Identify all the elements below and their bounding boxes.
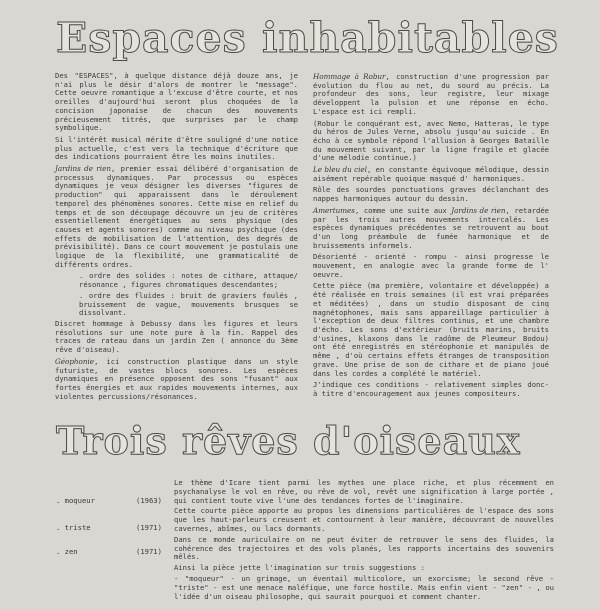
paragraph: Amertumes, comme une suite aux Jardins de rien, retardée par les trois autres mouvements intercalés. Les espèces dynamiques précédentes se retrouvent au bout d'un long préambule de fumée harmonique et de bruissements informels. [313, 205, 549, 250]
oiseaux-text [174, 479, 554, 603]
paragraph: Cette pièce (ma première, volontaire et développée) a été réalisée en trois semaines (il est vrai préparées et méditées) , dans un studio disposant de cinq magnétophones, mais sans appareillage particulier à l'exception de deux filtres continus, et une chambre d'écho. Les sons d'extérieur (bruits marins, bruits d'usines, klaxons dans le radôme de Pleumeur Bodou) ont été enregistrés en stéréophonie et manipulés de même , d'où certains effets étranges de transposition grave. Une prise de son de cithare et de piano joué dans les cordes a complété le matériel. [313, 281, 549, 378]
paragraph: Si l'intérêt musical mérite d'être souligné d'une notice plus actuelle, c'est vers la technique d'écriture que des indications pourraient être les moins inutiles. [55, 134, 298, 162]
paragraph: Désorienté - orienté - rompu - ainsi progresse le mouvement, en analogie avec la grande forme de l' oeuvre. [313, 252, 549, 279]
work-title: Géophonie [55, 356, 95, 366]
paragraph: Le thème d'Icare tient parmi les mythes une place riche, et plus récemment en psychanalyse le vol en rêve, ou rêve de vol, revêt une signification à large portée , qui contient toute vive l'une des tendances fortes de l'imaginaire. [174, 478, 554, 505]
paragraph: Jardins de rien, premier essai délibéré d'organisation de processus dynamiques. Par processus ou espèces dynamiques je veux désigner les diverses "figures de production" qui apparaissent dans le déroulement temporel des phénomènes sonores. Cette mise en relief du temps et de son découpage découvre un jeu de critères essentiellement énergétiques au sens physique (des causes et agents sonores) comme au niveau psychique (des effets de mobilisation de l'attention, des degrés de prévisibilité). Dans ce court mouvement je postulais une logique de la flexibilité, une grammaticalité de différents ordres. [55, 164, 298, 269]
paragraph: Des "ESPACES", à quelque distance déjà douze ans, je n'ai plus le désir d'alors de montrer le "message". Cette oeuvre romantique a l'excuse d'être courte, et nos oreilles d'aujourd'hui seront plus choquées de la concision japonaise de chacun des mouvements précieusement titrés, que surprises par le champ symbolique. [55, 71, 298, 133]
paragraph: Rôle des sourdes ponctuations graves déclanchant des nappes harmoniques autour du dessin. [313, 185, 549, 204]
work-title: Hommage à Robur [313, 72, 386, 81]
left-column [55, 72, 298, 404]
paragraph: Discret hommage à Debussy dans les figures et leurs résolutions sur une note pure à la fin. Rappel des traces de rateau dans un jardin Zen ( annonce du 3ème rêve d'oiseau). [55, 318, 298, 355]
work-title: Amertumes [313, 205, 355, 215]
work-title: Le bleu du ciel [313, 165, 367, 175]
paragraph: Ainsi la pièce jette l'imagination sur trois suggestions : [174, 563, 425, 573]
paragraph: J'indique ces conditions - relativement simples donc- à titre d'encouragement aux jeunes compositeurs. [313, 380, 549, 398]
work-item: . triste (1971) [56, 523, 162, 532]
work-title: Jardins de rien [55, 164, 111, 174]
list-item: . ordre des fluides : bruit de graviers foulés , bruissement de vague, mouvements brusques se dissolvant. [79, 290, 298, 318]
paragraph: Géophonie, ici construction plastique dans un style futuriste, de vastes blocs sonores. Les espèces dynamiques en présence opposent des sons "fusant" aux fortes énergies et aux rapides mouvements internes, aux violentes percussions/résonances. [55, 356, 298, 401]
paragraph: - "moqueur" - un grimage, un éventail multicolore, un exorcisme; le second rêve - "triste" - est une menace maléfique, une force hostile. Mais enfin vient - "zen" - , ou l'idée d'un oiseau philosophe, qui saurait pourquoi et comment chanter. [174, 573, 554, 601]
title-trois-reves-d-oiseaux: Trois rêves d'oiseaux [56, 418, 521, 463]
paragraph: Cette courte pièce apporte au propos les dimensions particulières de l'espace des sons que les haut-parleurs creusent et contournent à leur manière, découvrant de nouvelles cavernes, abîmes, ou lacs dormants. [174, 506, 554, 533]
right-column [313, 73, 549, 402]
work-item: . moqueur (1963) [56, 496, 162, 505]
paragraph: Dans ce monde auriculaire on ne peut éviter de retrouver le sens des fluides, la cohérence des trajectoires et des vols planés, les rapports incertains des souvenirs mêlés. [174, 534, 554, 562]
paragraph: Hommage à Robur, construction d'une progression par évolution du flou au net, du sourd au précis. La profondeur des sons, leur registre, leur mixage développent la pulsion et une réponse en écho. L'espace est ici rempli. [313, 72, 549, 116]
paragraph: Le bleu du ciel, en constante équivoque mélodique, dessin aisément repérable quoique masqué d' harmoniques. [313, 165, 549, 183]
work-item: . zen (1971) [56, 547, 162, 556]
list-item: . ordre des solides : notes de cithare, attaque/ résonance , figures chromatiques descendantes; [79, 271, 298, 290]
paragraph: (Robur le conquérant est, avec Nemo, Hatteras, le type du héros de Jules Verne, absolu jusqu'au suicide . En écho à ce symbole répond l'allusion à Georges Bataille du mouvement suivant, par la ligne fragile et glacée d'une mélodie continue.) [313, 118, 549, 163]
work-title: Jardins de rien [451, 205, 506, 215]
title-espaces-inhabitables: Espaces inhabitables [56, 14, 559, 62]
